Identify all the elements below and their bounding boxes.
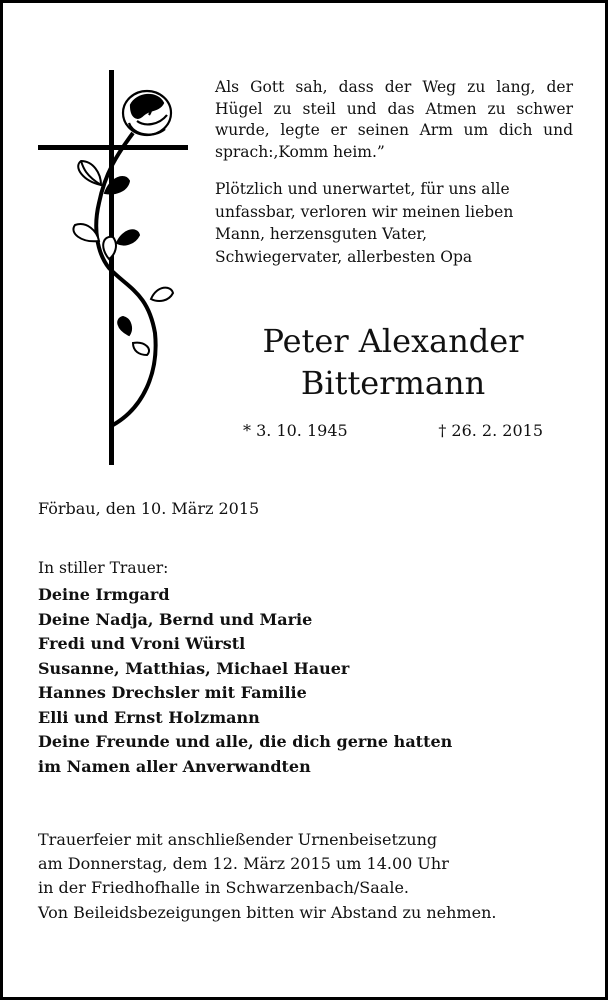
intro-line: Plötzlich und unerwartet, für uns alle	[215, 180, 510, 198]
cross-with-rose-icon	[33, 63, 203, 473]
ceremony-line: in der Friedhofhalle in Schwarzenbach/Saale.	[38, 878, 409, 897]
mourner-line: Hannes Drechsler mit Familie	[38, 683, 307, 702]
mourner-line: Fredi und Vroni Würstl	[38, 634, 246, 653]
poem: Als Gott sah, dass der Weg zu lang, der Hügel zu steil und das Atmen zu schwer wurde, legte er seinen Arm um dich und sprach:‚Komm heim.”	[215, 78, 573, 161]
ceremony-line: am Donnerstag, dem 12. März 2015 um 14.00 Uhr	[38, 854, 449, 873]
mourning-intro: In stiller Trauer:	[38, 559, 169, 577]
deceased-surname: Bittermann	[300, 364, 486, 402]
mourner-line: Deine Nadja, Bernd und Marie	[38, 609, 313, 629]
mourner-line: Deine Irmgard	[38, 585, 170, 604]
deceased-first-names: Peter Alexander	[262, 322, 524, 360]
deceased-name	[203, 320, 583, 404]
intro-line: Schwiegervater, allerbesten Opa	[215, 247, 473, 266]
place-and-date: Förbau, den 10. März 2015	[38, 499, 260, 518]
ceremony-info	[38, 828, 449, 900]
life-dates	[243, 421, 543, 440]
mourner-line: Elli und Ernst Holzmann	[38, 707, 260, 727]
intro-line: unfassbar, verloren wir meinen lieben	[215, 202, 514, 221]
death-date: † 26. 2. 2015	[438, 421, 543, 440]
birth-date: * 3. 10. 1945	[243, 421, 348, 440]
intro-line: Mann, herzensguten Vater,	[215, 225, 428, 243]
ceremony-line: Trauerfeier mit anschließender Urnenbeisetzung	[38, 830, 438, 849]
condolence-note: Von Beileidsbezeigungen bitten wir Abstand zu nehmen.	[38, 903, 497, 922]
mourner-line: im Namen aller Anverwandten	[38, 756, 311, 776]
intro-text	[215, 178, 573, 268]
mourners-list	[38, 583, 452, 779]
mourner-line: Susanne, Matthias, Michael Hauer	[38, 658, 350, 678]
mourner-line: Deine Freunde und alle, die dich gerne hatten	[38, 732, 453, 751]
